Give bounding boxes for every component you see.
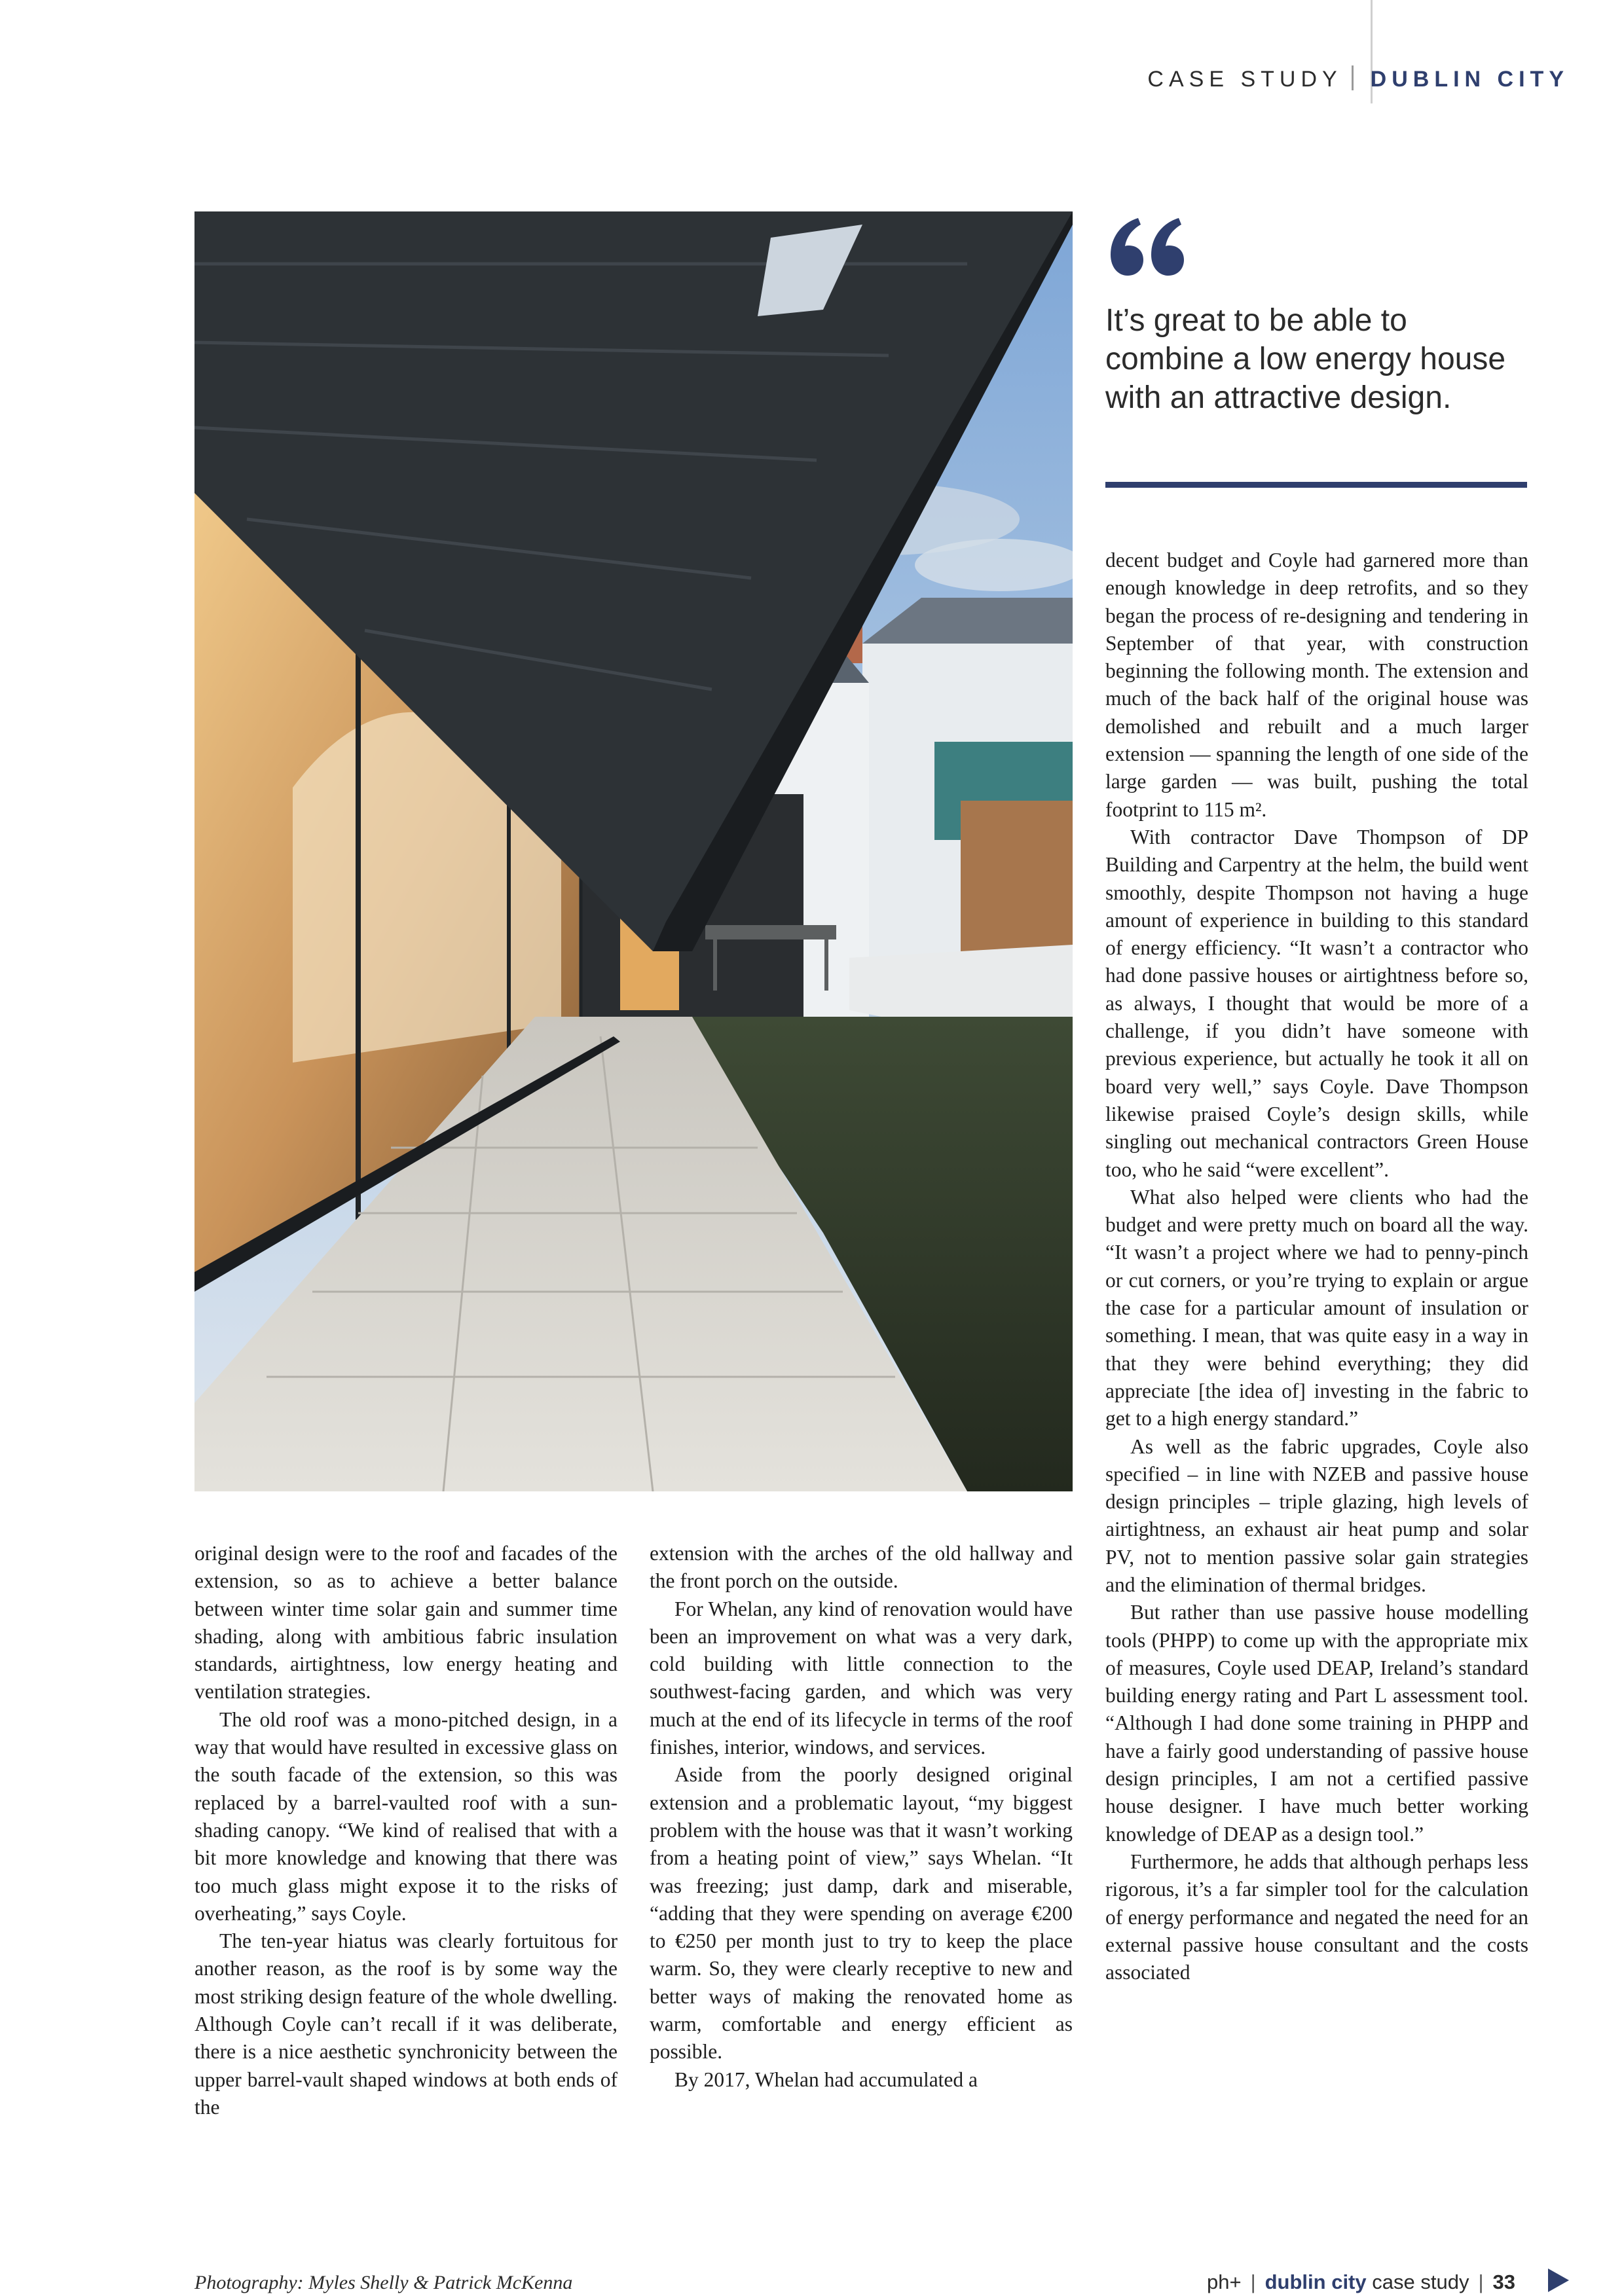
paragraph: By 2017, Whelan had accumulated a <box>674 2068 978 2091</box>
feature-photo <box>194 211 1073 1491</box>
paragraph: Furthermore, he adds that although perhaps less rigorous, it’s a far simpler tool for the calculation of energy performance and negated the need for an external passive house consultant and the costs associated <box>1105 1850 1528 1984</box>
paragraph: extension with the arches of the old hallway and the front porch on the outside. <box>650 1542 1073 1593</box>
paragraph: But rather than use passive house modelling tools (PHPP) to come up with the appropriate mix of measures, Coyle used DEAP, Ireland’s standard building energy rating and Part L assessment tool. “Although I had done some training in PHPP and have a fairly good understanding of passive house design principles, I am not a certified passive house designer. I have much better working knowledge of DEAP as a design tool.” <box>1105 1601 1528 1846</box>
pull-quote-rule <box>1105 482 1527 488</box>
magazine-name: ph+ <box>1206 2270 1242 2293</box>
body-column-3 <box>1105 547 1528 1986</box>
quote-mark-icon <box>1107 213 1185 278</box>
paragraph: For Whelan, any kind of renovation would have been an improvement on what was a very dark, cold building with little connection to the southwest-facing garden, and which was very much at the end of its lifecycle in terms of the roof finishes, interior, windows, and services. <box>650 1597 1073 1759</box>
header-divider <box>1352 65 1354 90</box>
footer-section-bold: dublin city <box>1264 2270 1367 2293</box>
paragraph: The old roof was a mono-pitched design, in a way that would have resulted in excessive glass on the south facade of the extension, so this was replaced by a barrel-vaulted roof with a sun-shading canopy. “We kind of realised that with a bit more knowledge and knowing that there was too much glass might expose it to the risks of overheating,” says Coyle. <box>194 1707 618 1925</box>
paragraph: The ten-year hiatus was clearly fortuitous for another reason, as the roof is by some way the most striking design feature of the whole dwelling. Although Coyle can’t recall if it was deliberate, there is a nice aesthetic synchronicity between the upper barrel-vault shaped windows at both ends of the <box>194 1929 618 2119</box>
paragraph: With contractor Dave Thompson of DP Building and Carpentry at the helm, the build went smoothly, despite Thompson not having a huge amount of experience in building to this standard of energy efficiency. “It wasn’t a contractor who had done passive houses or airtightness before so, as always, I thought that would be more of a challenge, if you didn’t have someone with previous experience, but actually he took it all on board very well,” says Coyle. Dave Thompson likewise praised Coyle’s design skills, while singling out mechanical contractors Green House too, who he said “were excellent”. <box>1105 825 1528 1181</box>
footer-section-rest: case study <box>1372 2270 1469 2293</box>
footer-separator: | <box>1478 2270 1484 2293</box>
paragraph: Aside from the poorly designed original extension and a problematic layout, “my biggest problem with the house was that it wasn’t working from a heating point of view,” says Whelan. “It was freezing; just damp, dark and miserable, “adding that they were spending on average €200 to €250 per month just to try to keep the place warm. So, they were clearly receptive to new and better ways of making the renovated home as warm, comfortable and energy efficient as possible. <box>650 1763 1073 2064</box>
photo-credit: Photography: Myles Shelly & Patrick McKenna <box>194 2272 573 2293</box>
header-section: CASE STUDY <box>1147 67 1342 92</box>
pull-quote: It’s great to be able to combine a low energy house with an attractive design. <box>1105 303 1506 415</box>
header-location: DUBLIN CITY <box>1370 67 1569 92</box>
next-page-arrow-icon[interactable] <box>1547 2267 1570 2293</box>
running-header <box>1147 65 1569 92</box>
paragraph: As well as the fabric upgrades, Coyle also specified – in line with NZEB and passive house design principles – triple glazing, high levels of airtightness, an exhaust air heat pump and solar PV, not to mention passive solar gain strategies and the elimination of thermal bridges. <box>1105 1434 1528 1596</box>
paragraph: What also helped were clients who had the budget and were pretty much on board all the way. “It wasn’t a project where we had to penny-pinch or cut corners, or you’re trying to explain or argue the case for a particular amount of insulation or something. I mean, that was quite easy in a way in that they were behind everything; they did appreciate [the idea of] investing in the fabric to get to a high energy standard.” <box>1105 1185 1528 1430</box>
body-column-2 <box>650 1540 1073 2094</box>
page-number: 33 <box>1492 2270 1515 2293</box>
photo-illustration <box>194 211 1073 1491</box>
body-column-1 <box>194 1540 618 2121</box>
paragraph: original design were to the roof and facades of the extension, so as to achieve a better balance between winter time solar gain and summer time shading, along with ambitious fabric insulation standards, airtightness, low energy heating and ventilation strategies. <box>194 1542 618 1704</box>
page-footer <box>1207 2270 1515 2294</box>
footer-separator: | <box>1250 2270 1256 2293</box>
paragraph: decent budget and Coyle had garnered more than enough knowledge in deep retrofits, and so they began the process of re-designing and tendering in September of that year, with construction beginning the following month. The extension and much of the back half of the original house was demolished and rebuilt and a much larger extension — spanning the length of one side of the large garden — was built, pushing the total footprint to 115 m². <box>1105 549 1528 821</box>
